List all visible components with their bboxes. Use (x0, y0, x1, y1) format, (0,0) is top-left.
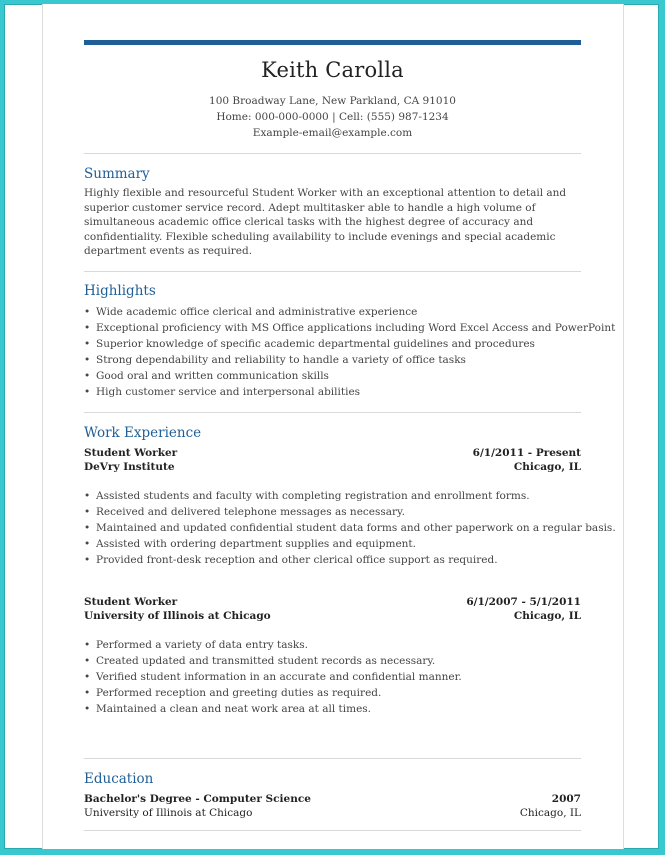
education-school-row (84, 806, 581, 820)
contact-address: 100 Broadway Lane, New Parkland, CA 91010 (209, 95, 456, 107)
divider (84, 271, 581, 272)
education-year: 2007 (551, 792, 581, 805)
list-item: • Provided front-desk reception and other clerical office support as required. (84, 552, 581, 568)
education-entry (84, 792, 581, 820)
job-employer: DeVry Institute (84, 460, 175, 473)
education-heading: Education (84, 770, 154, 787)
divider (84, 758, 581, 759)
list-item: • Performed a variety of data entry tasks. (84, 637, 581, 653)
experience-heading: Work Experience (84, 424, 202, 441)
job-entry (84, 595, 581, 717)
list-item: • Assisted with ordering department supplies and equipment. (84, 536, 581, 552)
contact-phones: Home: 000-000-0000 | Cell: (555) 987-1234 (216, 111, 449, 123)
job-employer: University of Illinois at Chicago (84, 609, 271, 622)
highlights-heading: Highlights (84, 282, 156, 299)
list-item: • Exceptional proficiency with MS Office applications including Word Excel Access and PowerPoint (84, 320, 581, 336)
contact-block (84, 93, 581, 141)
list-item: • Superior knowledge of specific academic departmental guidelines and procedures (84, 336, 581, 352)
highlights-list (84, 304, 616, 400)
job-location: Chicago, IL (513, 609, 581, 622)
job-employer-row (84, 609, 581, 623)
list-item: • Strong dependability and reliability to handle a variety of office tasks (84, 352, 581, 368)
job-location: Chicago, IL (513, 460, 581, 473)
job-dates: 6/1/2007 - 5/1/2011 (466, 595, 581, 608)
list-item: • Good oral and written communication skills (84, 368, 581, 384)
job-title-row (84, 446, 581, 460)
list-item: • Received and delivered telephone messages as necessary. (84, 504, 581, 520)
education-degree-row (84, 792, 581, 806)
list-item: • High customer service and interpersonal abilities (84, 384, 581, 400)
list-item: • Assisted students and faculty with completing registration and enrollment forms. (84, 488, 581, 504)
header-accent-bar (84, 40, 581, 45)
job-role: Student Worker (84, 595, 178, 608)
list-item: • Created updated and transmitted student records as necessary. (84, 653, 581, 669)
summary-heading: Summary (84, 166, 150, 182)
list-item: • Maintained a clean and neat work area at all times. (84, 701, 581, 717)
education-school: University of Illinois at Chicago (84, 806, 253, 819)
job-duties-list (84, 488, 616, 568)
job-dates: 6/1/2011 - Present (472, 446, 581, 459)
list-item: • Wide academic office clerical and administrative experience (84, 304, 581, 320)
resume-content (84, 40, 616, 831)
list-item: • Maintained and updated confidential student data forms and other paperwork on a regular basis. (84, 520, 581, 536)
job-title-row (84, 595, 581, 609)
candidate-name: Keith Carolla (261, 58, 404, 82)
list-item: • Performed reception and greeting duties as required. (84, 685, 581, 701)
job-duties-list (84, 637, 581, 717)
job-employer-row (84, 460, 581, 474)
job-role: Student Worker (84, 446, 178, 459)
divider (84, 153, 581, 154)
job-entry (84, 446, 616, 568)
education-location: Chicago, IL (519, 806, 581, 819)
contact-email: Example-email@example.com (252, 127, 413, 139)
summary-text: Highly flexible and resourceful Student Worker with an exceptional attention to detail and superior customer service record. Adept multitasker able to handle a high volume of simultaneous academic office clerical tasks with the highest degree of accuracy and confidentiality. Flexible scheduling availability to include evenings and special academic department events as required. (84, 187, 567, 257)
divider (84, 412, 581, 413)
list-item: • Verified student information in an accurate and confidential manner. (84, 669, 581, 685)
divider (84, 830, 581, 831)
education-degree: Bachelor's Degree - Computer Science (84, 792, 311, 805)
